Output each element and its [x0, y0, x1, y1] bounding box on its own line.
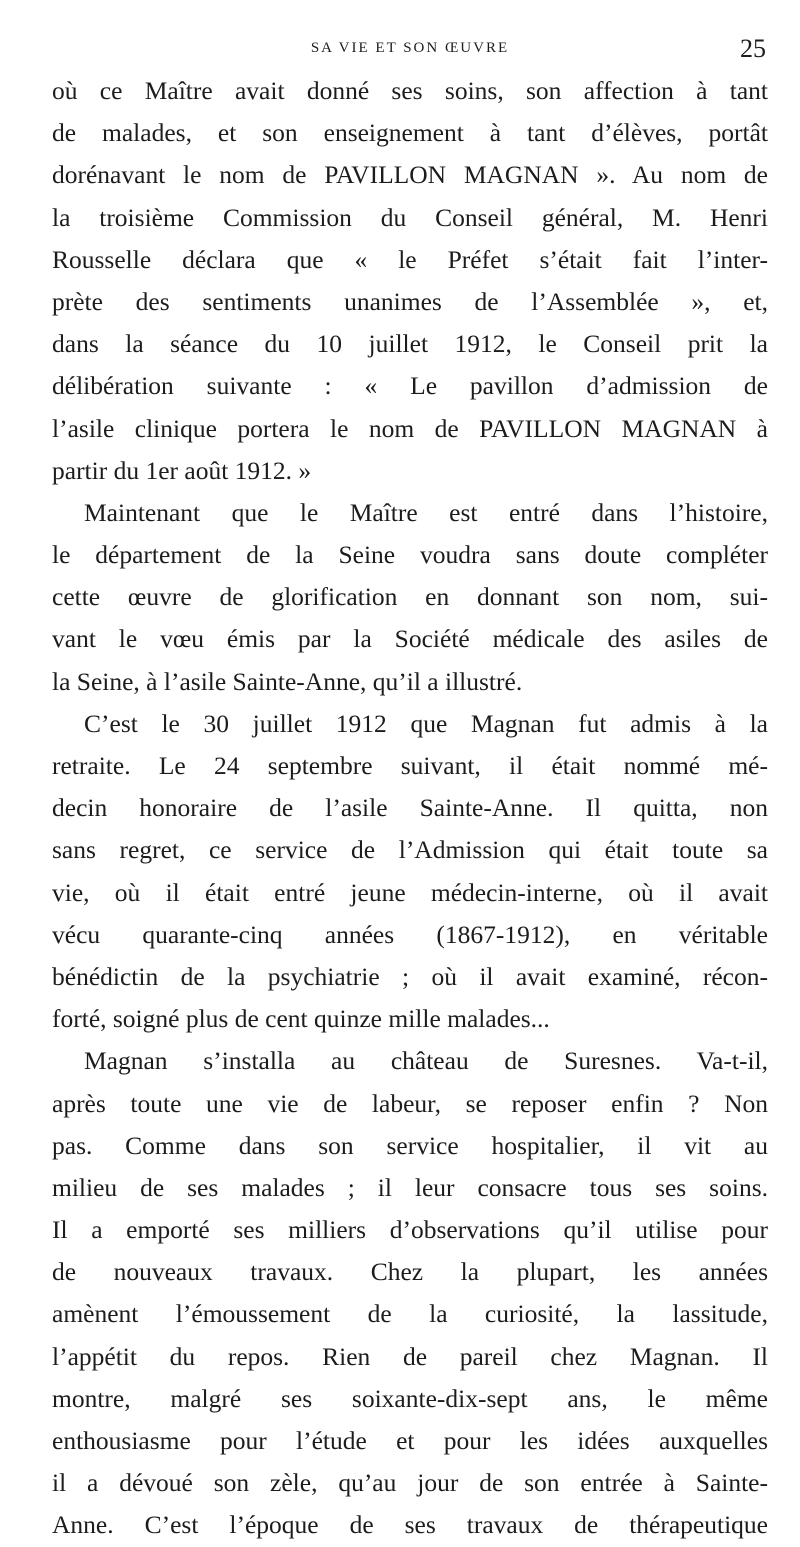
text-line: prète des sentiments unanimes de l’Assemblée », et,	[52, 286, 768, 316]
text-line: le département de la Seine voudra sans doute compléter	[52, 540, 768, 570]
paragraph-start-line: Magnan s’installa au château de Suresnes. Va-t-il,	[84, 1046, 768, 1076]
text-line: l’asile clinique portera le nom de PAVILLON MAGNAN à	[52, 413, 768, 443]
text-line: il a dévoué son zèle, qu’au jour de son entrée à Sainte-	[52, 1468, 768, 1498]
text-line: vie, où il était entré jeune médecin-interne, où il avait	[52, 877, 768, 907]
text-line: vant le vœu émis par la Société médicale des asiles de	[52, 624, 768, 654]
text-line: dans la séance du 10 juillet 1912, le Conseil prit la	[52, 329, 768, 359]
text-line: cette œuvre de glorification en donnant son nom, sui-	[52, 582, 768, 612]
text-line: bénédictin de la psychiatrie ; où il avait examiné, récon-	[52, 961, 768, 991]
page-header	[52, 34, 768, 64]
text-line: montre, malgré ses soixante-dix-sept ans, le même	[52, 1383, 768, 1413]
text-line: forté, soigné plus de cent quinze mille malades...	[52, 1004, 550, 1034]
text-line: dorénavant le nom de PAVILLON MAGNAN ». Au nom de	[52, 160, 768, 190]
text-line: decin honoraire de l’asile Sainte-Anne. Il quitta, non	[52, 793, 768, 823]
text-line: vécu quarante-cinq années (1867-1912), en véritable	[52, 919, 768, 949]
text-line: après toute une vie de labeur, se reposer enfin ? Non	[52, 1088, 768, 1118]
text-line: où ce Maître avait donné ses soins, son affection à tant	[52, 76, 768, 105]
running-head: SA VIE ET SON ŒUVRE	[310, 40, 510, 56]
body-text	[52, 70, 768, 1547]
text-line: la Seine, à l’asile Sainte-Anne, qu’il a illustré.	[52, 666, 523, 696]
text-line: délibération suivante : « Le pavillon d’admission de	[52, 371, 768, 401]
text-line: sans regret, ce service de l’Admission qui était toute sa	[52, 835, 768, 865]
text-line: retraite. Le 24 septembre suivant, il était nommé mé-	[52, 751, 768, 780]
page-number: 25	[740, 34, 766, 63]
text-line: de nouveaux travaux. Chez la plupart, les années	[52, 1257, 768, 1287]
text-line: Anne. C’est l’époque de ses travaux de thérapeutique	[52, 1510, 768, 1540]
text-line: de malades, et son enseignement à tant d’élèves, portât	[52, 118, 768, 148]
text-line: Il a emporté ses milliers d’observations qu’il utilise pour	[52, 1215, 768, 1245]
text-line: l’appétit du repos. Rien de pareil chez Magnan. Il	[52, 1341, 768, 1371]
text-line: amènent l’émoussement de la curiosité, la lassitude,	[52, 1299, 768, 1329]
text-line: enthousiasme pour l’étude et pour les idées auxquelles	[52, 1426, 768, 1455]
text-line: la troisième Commission du Conseil général, M. Henri	[52, 202, 768, 232]
text-line: pas. Comme dans son service hospitalier, il vit au	[52, 1130, 768, 1160]
paragraph-start-line: Maintenant que le Maître est entré dans l’histoire,	[84, 497, 768, 527]
paragraph-start-line: C’est le 30 juillet 1912 que Magnan fut admis à la	[84, 708, 768, 738]
text-line: partir du 1er août 1912. »	[52, 455, 312, 485]
text-line: milieu de ses malades ; il leur consacre tous ses soins.	[52, 1172, 768, 1202]
text-line: Rousselle déclara que « le Préfet s’était fait l’inter-	[52, 244, 768, 274]
